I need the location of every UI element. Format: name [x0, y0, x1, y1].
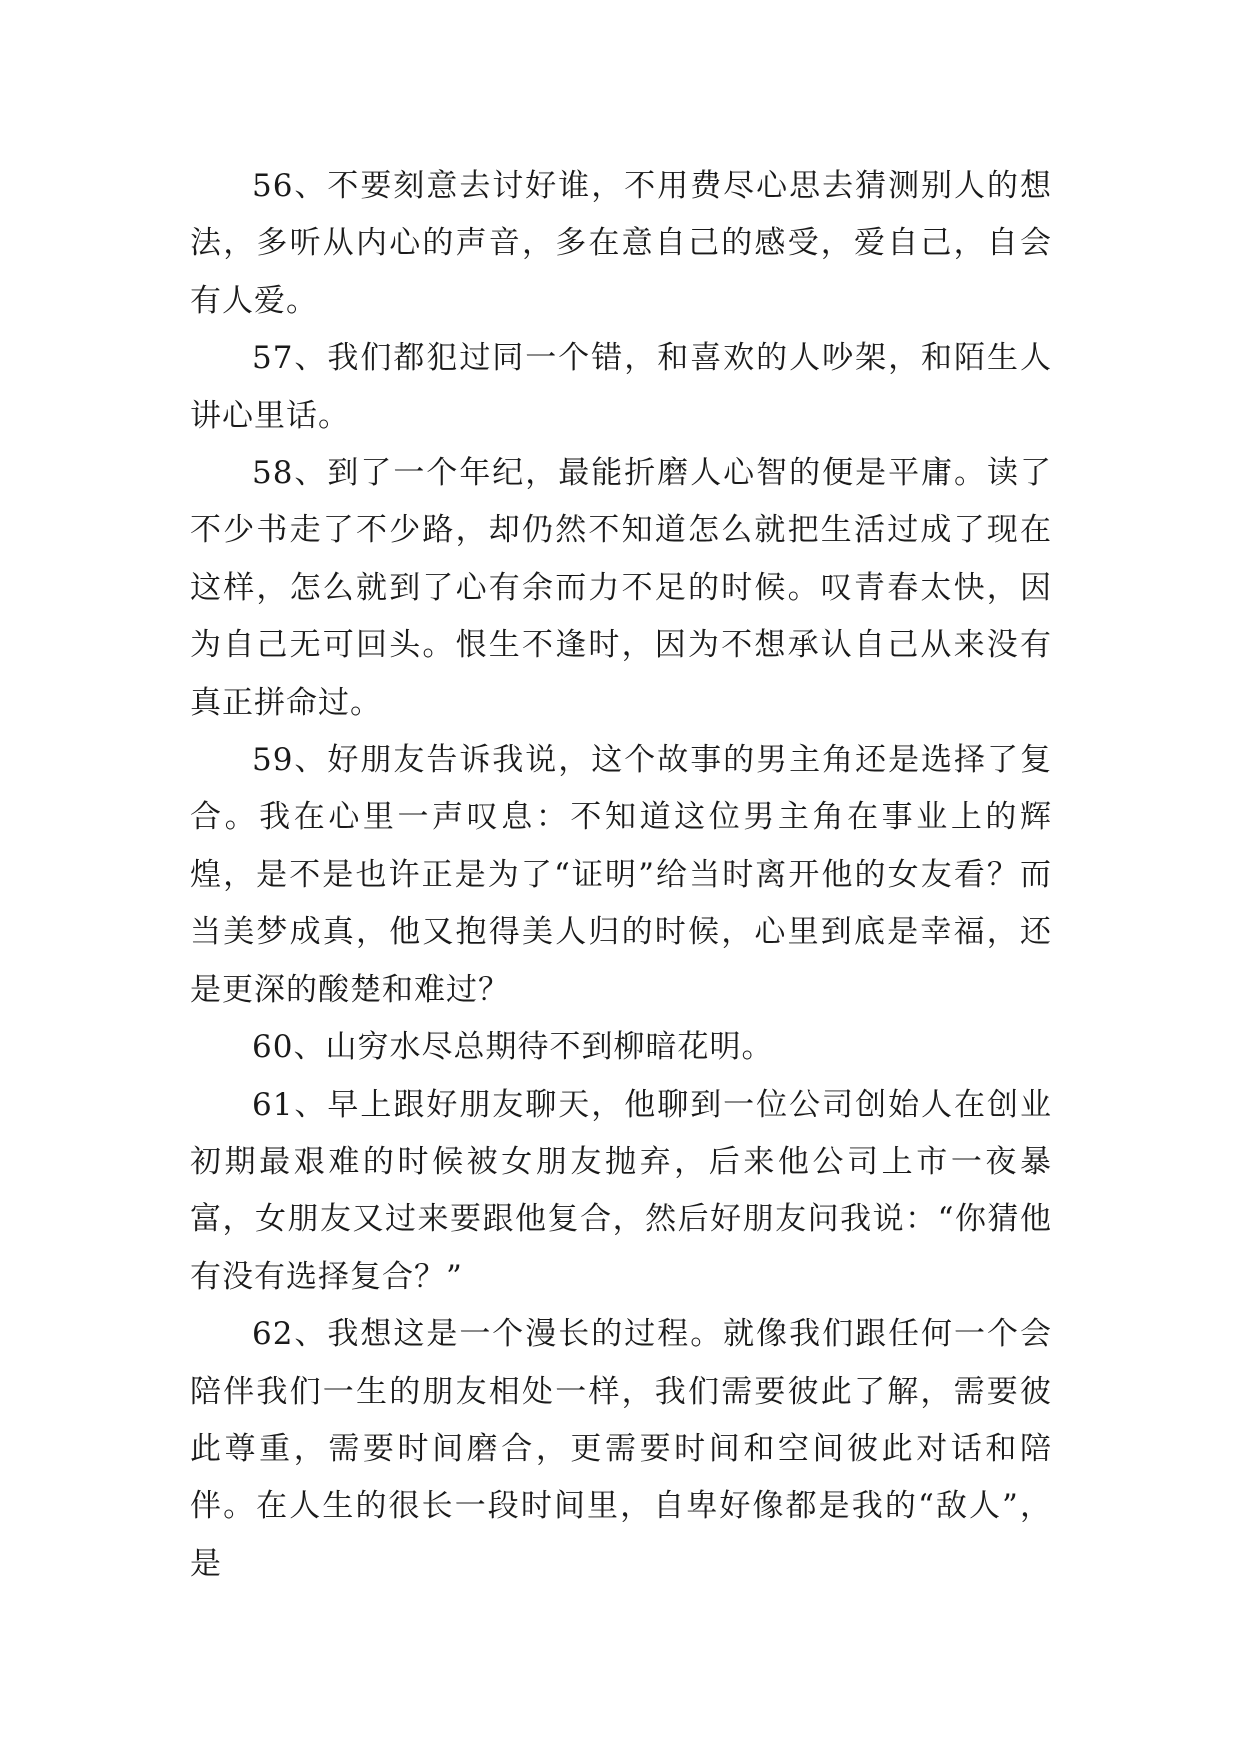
document-body [190, 158, 1052, 1593]
paragraph-57: 57、我们都犯过同一个错，和喜欢的人吵架，和陌生人讲心里话。 [190, 340, 1052, 434]
paragraph-60: 60、山穷水尽总期待不到柳暗花明。 [252, 1029, 774, 1066]
paragraph-56: 56、不要刻意去讨好谁，不用费尽心思去猜测别人的想法，多听从内心的声音，多在意自己的感受，爱自己，自会有人爱。 [190, 168, 1052, 319]
paragraph-59: 59、好朋友告诉我说，这个故事的男主角还是选择了复合。我在心里一声叹息：不知道这位男主角在事业上的辉煌，是不是也许正是为了“证明”给当时离开他的女友看？而当美梦成真，他又抱得美人归的时候，心里到底是幸福，还是更深的酸楚和难过？ [190, 742, 1052, 1008]
paragraph-61: 61、早上跟好朋友聊天，他聊到一位公司创始人在创业初期最艰难的时候被女朋友抛弃，后来他公司上市一夜暴富，女朋友又过来要跟他复合，然后好朋友问我说：“你猜他有没有选择复合？” [190, 1086, 1052, 1295]
paragraph-62: 62、我想这是一个漫长的过程。就像我们跟任何一个会陪伴我们一生的朋友相处一样，我们需要彼此了解，需要彼此尊重，需要时间磨合，更需要时间和空间彼此对话和陪伴。在人生的很长一段时间里，自卑好像都是我的“敌人”，是 [190, 1316, 1052, 1582]
paragraph-58: 58、到了一个年纪，最能折磨人心智的便是平庸。读了不少书走了不少路，却仍然不知道怎么就把生活过成了现在这样，怎么就到了心有余而力不足的时候。叹青春太快，因为自己无可回头。恨生不逢时，因为不想承认自己从来没有真正拼命过。 [190, 455, 1052, 721]
